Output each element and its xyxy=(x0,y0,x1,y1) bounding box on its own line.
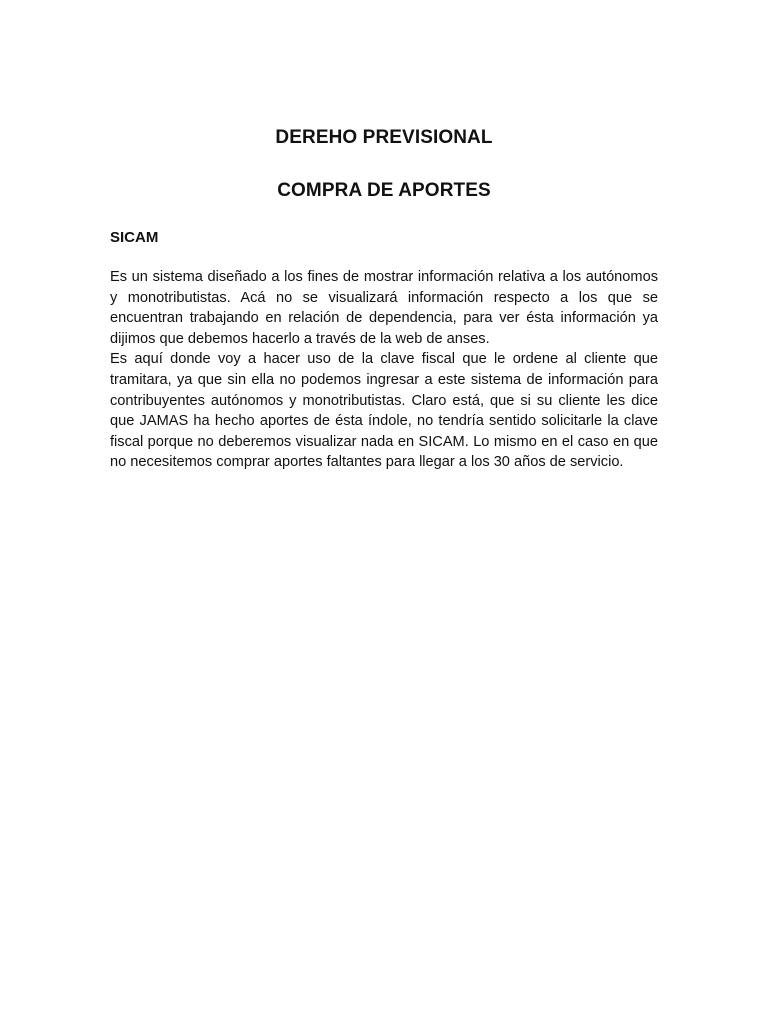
body-text xyxy=(110,267,658,473)
paragraph-1: Es un sistema diseñado a los fines de mostrar información relativa a los autónomos y monotributistas. Acá no se visualizará información respecto a los que se encuentran trabajando en relación de dependencia, para ver ésta información ya dijimos que debemos hacerlo a través de la web de anses. xyxy=(110,269,658,347)
document-title: DEREHO PREVISIONAL xyxy=(275,127,493,148)
paragraph-2: Es aquí donde voy a hacer uso de la clave fiscal que le ordene al cliente que tramitara, ya que sin ella no podemos ingresar a este sistema de información para contribuyentes autónomos y monotributistas. Claro está, que si su cliente les dice que JAMAS ha hecho aportes de ésta índole, no tendría sentido solicitarle la clave fiscal porque no deberemos visualizar nada en SICAM. Lo mismo en el caso en que no necesitemos comprar aportes faltantes para llegar a los 30 años de servicio. xyxy=(110,351,658,471)
document-subtitle: COMPRA DE APORTES xyxy=(277,180,491,201)
section-heading: SICAM xyxy=(110,229,159,246)
